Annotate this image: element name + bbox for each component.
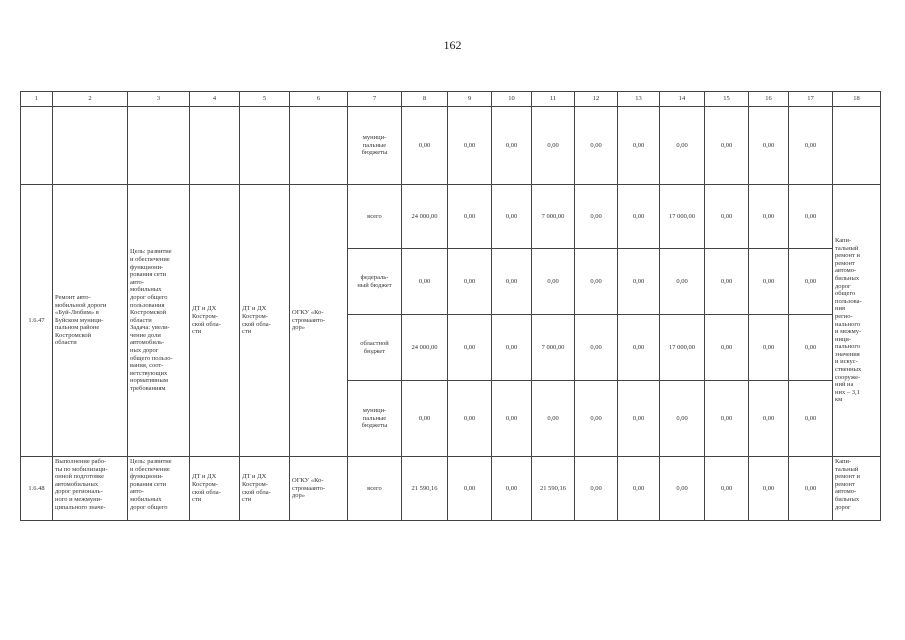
value-cell: 24 000,00 [402, 185, 448, 249]
value-cell: 17 000,00 [660, 185, 705, 249]
funding-source: федераль- ный бюджет [348, 249, 402, 315]
column-header: 10 [492, 92, 532, 107]
value-cell: 0,00 [532, 107, 575, 185]
item-coexecutor: ДТ и ДХ Костром- ской обла- сти [190, 185, 240, 457]
value-cell: 0,00 [448, 457, 492, 521]
value-cell: 0,00 [660, 381, 705, 457]
value-cell: 0,00 [660, 107, 705, 185]
funding-source: областной бюджет [348, 315, 402, 381]
value-cell: 0,00 [618, 381, 660, 457]
item-name: Ремонт авто- мобильной дороги «Буй-Любим» в Буйском муници- пальном районе Костромской области [53, 185, 128, 457]
value-cell: 0,00 [402, 107, 448, 185]
column-header: 16 [749, 92, 789, 107]
item-number: 1.6.47 [21, 185, 53, 457]
item-result: Капи- тальный ремонт и ремонт автомо- бильных дорог общего пользова- ния регио- нального и межму- ници- пального значения и искус- ственных сооруже- ний на них – 3,1 км [833, 185, 881, 457]
column-header: 11 [532, 92, 575, 107]
column-header: 1 [21, 92, 53, 107]
value-cell: 0,00 [575, 381, 618, 457]
item-coexecutor: ДТ и ДХ Костром- ской обла- сти [240, 457, 290, 521]
cell [128, 107, 190, 185]
item-executor: ОГКУ «Ко- стромаавто- дор» [290, 185, 348, 457]
column-header: 12 [575, 92, 618, 107]
value-cell: 0,00 [705, 249, 749, 315]
column-header: 6 [290, 92, 348, 107]
value-cell: 0,00 [492, 457, 532, 521]
value-cell: 0,00 [492, 107, 532, 185]
value-cell: 7 000,00 [532, 185, 575, 249]
header-row [21, 92, 881, 107]
value-cell: 0,00 [705, 381, 749, 457]
table-row [21, 457, 881, 521]
value-cell: 7 000,00 [532, 315, 575, 381]
item-goal: Цель: развитие и обеспечение функциони- рования сети авто- мобильных дорог общего [128, 457, 190, 521]
column-header: 2 [53, 92, 128, 107]
table-row [21, 107, 881, 185]
column-header: 4 [190, 92, 240, 107]
value-cell: 0,00 [575, 107, 618, 185]
cell [21, 107, 53, 185]
value-cell: 0,00 [749, 315, 789, 381]
value-cell: 0,00 [448, 249, 492, 315]
table-row [21, 185, 881, 249]
value-cell: 0,00 [705, 315, 749, 381]
page-number: 162 [443, 38, 462, 52]
column-header: 8 [402, 92, 448, 107]
value-cell: 0,00 [789, 457, 833, 521]
value-cell: 0,00 [705, 185, 749, 249]
value-cell: 0,00 [448, 185, 492, 249]
column-header: 18 [833, 92, 881, 107]
column-header: 7 [348, 92, 402, 107]
value-cell: 0,00 [749, 107, 789, 185]
value-cell: 24 000,00 [402, 315, 448, 381]
column-header: 14 [660, 92, 705, 107]
funding-source: муници- пальные бюджеты [348, 381, 402, 457]
value-cell: 0,00 [575, 249, 618, 315]
cell [833, 107, 881, 185]
value-cell: 0,00 [618, 315, 660, 381]
value-cell: 0,00 [575, 185, 618, 249]
value-cell: 0,00 [789, 185, 833, 249]
value-cell: 0,00 [402, 249, 448, 315]
value-cell: 0,00 [575, 457, 618, 521]
value-cell: 0,00 [789, 315, 833, 381]
cell [290, 107, 348, 185]
value-cell: 0,00 [789, 381, 833, 457]
item-name: Выполнение рабо- ты по мобилизаци- онной подготовке автомобильных дорог региональ- ного и межмуни- ципального значе- [53, 457, 128, 521]
value-cell: 0,00 [660, 249, 705, 315]
item-coexecutor: ДТ и ДХ Костром- ской обла- сти [190, 457, 240, 521]
value-cell: 0,00 [618, 249, 660, 315]
value-cell: 0,00 [749, 381, 789, 457]
value-cell: 0,00 [749, 185, 789, 249]
value-cell: 21 590,16 [402, 457, 448, 521]
value-cell: 0,00 [532, 381, 575, 457]
value-cell: 17 000,00 [660, 315, 705, 381]
item-goal: Цель: развитие и обеспечение функциони- рования сети авто- мобильных дорог общего пользования Костромской области Задача: увели- чение доли автомобиль- ных дорог общего пользо- вания, соот- ветствующих нормативным требованиям [128, 185, 190, 457]
funding-source: всего [348, 185, 402, 249]
value-cell: 0,00 [492, 185, 532, 249]
cell [53, 107, 128, 185]
value-cell: 0,00 [618, 107, 660, 185]
value-cell: 0,00 [492, 315, 532, 381]
value-cell: 0,00 [448, 315, 492, 381]
value-cell: 0,00 [749, 249, 789, 315]
value-cell: 21 590,16 [532, 457, 575, 521]
value-cell: 0,00 [575, 315, 618, 381]
column-header: 13 [618, 92, 660, 107]
value-cell: 0,00 [789, 249, 833, 315]
value-cell: 0,00 [618, 185, 660, 249]
value-cell: 0,00 [705, 107, 749, 185]
value-cell: 0,00 [492, 381, 532, 457]
value-cell: 0,00 [532, 249, 575, 315]
value-cell: 0,00 [402, 381, 448, 457]
value-cell: 0,00 [448, 107, 492, 185]
value-cell: 0,00 [492, 249, 532, 315]
budget-table [20, 91, 881, 521]
column-header: 3 [128, 92, 190, 107]
cell [190, 107, 240, 185]
value-cell: 0,00 [789, 107, 833, 185]
cell [240, 107, 290, 185]
column-header: 17 [789, 92, 833, 107]
column-header: 5 [240, 92, 290, 107]
column-header: 15 [705, 92, 749, 107]
funding-source: муници- пальные бюджеты [348, 107, 402, 185]
value-cell: 0,00 [618, 457, 660, 521]
item-number: 1.6.48 [21, 457, 53, 521]
funding-source: всего [348, 457, 402, 521]
value-cell: 0,00 [448, 381, 492, 457]
value-cell: 0,00 [749, 457, 789, 521]
item-coexecutor: ДТ и ДХ Костром- ской обла- сти [240, 185, 290, 457]
value-cell: 0,00 [660, 457, 705, 521]
column-header: 9 [448, 92, 492, 107]
item-executor: ОГКУ «Ко- стромаавто- дор» [290, 457, 348, 521]
value-cell: 0,00 [705, 457, 749, 521]
item-result: Капи- тальный ремонт и ремонт автомо- бильных дорог [833, 457, 881, 521]
